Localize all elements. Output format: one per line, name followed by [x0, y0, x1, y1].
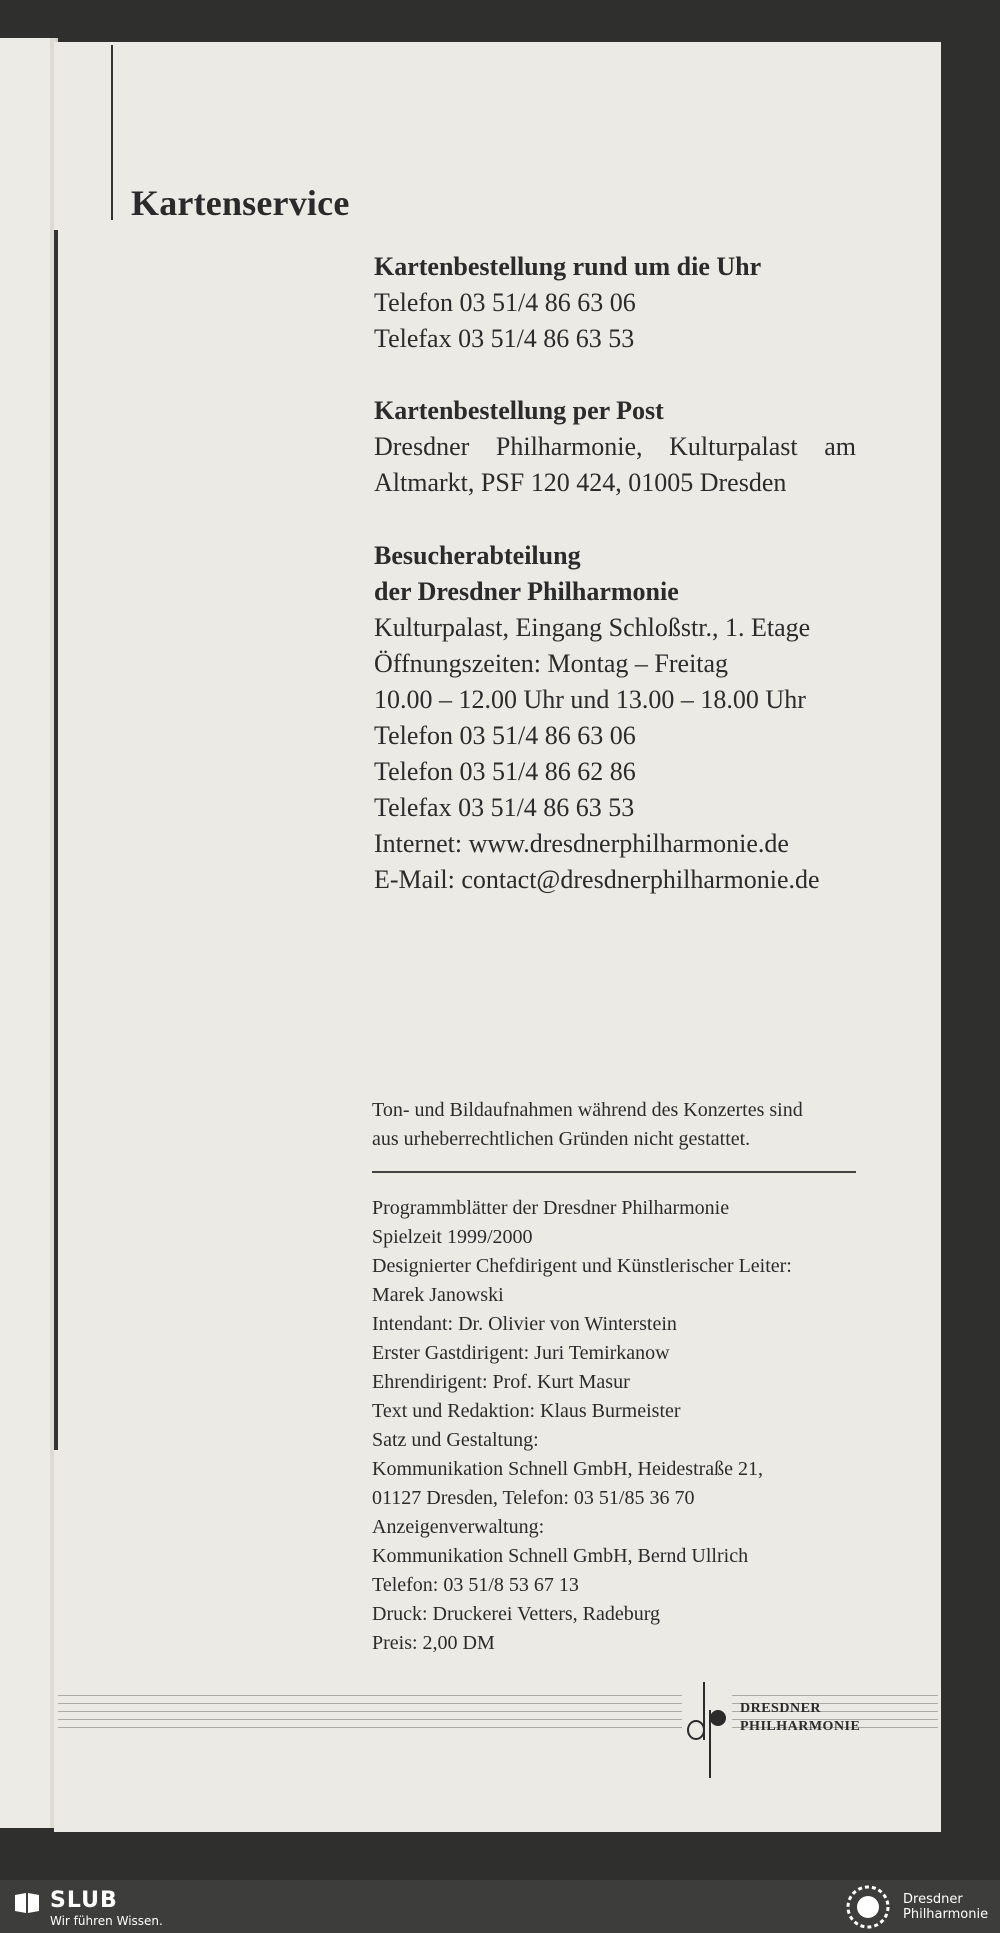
visitor-phone-1: Telefon 03 51/4 86 63 06	[374, 721, 636, 750]
notice-line: aus urheberrechtlichen Gründen nicht gestattet.	[372, 1128, 751, 1150]
binding-shadow	[54, 230, 58, 1450]
horizontal-divider	[372, 1171, 856, 1173]
page-logo-line-2: PHILHARMONIE	[740, 1719, 861, 1734]
notice-line: Ton- und Bildaufnahmen während des Konzertes sind	[372, 1099, 803, 1121]
imprint-line: Ehrendirigent: Prof. Kurt Masur	[372, 1371, 630, 1393]
imprint	[372, 1194, 872, 1658]
visitor-fax: Telefax 03 51/4 86 63 53	[374, 793, 635, 822]
visitor-email: E-Mail: contact@dresdnerphilharmonie.de	[374, 865, 820, 894]
imprint-line: 01127 Dresden, Telefon: 03 51/85 36 70	[372, 1487, 695, 1509]
imprint-line: Kommunikation Schnell GmbH, Heidestraße 21,	[372, 1458, 764, 1480]
order-post-address-line-1: Dresdner Philharmonie, Kulturpalast am	[374, 432, 856, 461]
section-title: Kartenservice	[131, 183, 350, 223]
imprint-line: Intendant: Dr. Olivier von Winterstein	[372, 1313, 677, 1335]
dp-monogram-icon	[682, 1680, 732, 1780]
visitor-heading-line-1: Besucherabteilung	[374, 541, 581, 570]
visitor-phone-2: Telefon 03 51/4 86 62 86	[374, 757, 636, 786]
visitor-location: Kulturpalast, Eingang Schloßstr., 1. Etage	[374, 613, 811, 642]
visitor-department-block	[374, 538, 820, 898]
viewer-footer	[0, 1880, 1000, 1933]
imprint-line: Preis: 2,00 DM	[372, 1632, 495, 1654]
imprint-line: Erster Gastdirigent: Juri Temirkanow	[372, 1342, 670, 1364]
partner-line-1: Dresdner	[903, 1892, 963, 1907]
partner-logo-name[interactable]	[903, 1892, 988, 1922]
sunburst-icon[interactable]	[842, 1884, 894, 1930]
order-24h-phone: Telefon 03 51/4 86 63 06	[374, 288, 636, 317]
order-24h-block	[374, 249, 761, 357]
partner-line-2: Philharmonie	[903, 1907, 989, 1922]
page-logo-text	[740, 1700, 860, 1736]
vertical-rule	[111, 45, 113, 220]
recording-notice	[372, 1096, 856, 1154]
imprint-line: Programmblätter der Dresdner Philharmonie	[372, 1197, 730, 1219]
imprint-line: Marek Janowski	[372, 1284, 504, 1306]
imprint-line: Text und Redaktion: Klaus Burmeister	[372, 1400, 681, 1422]
imprint-line: Kommunikation Schnell GmbH, Bernd Ullrich	[372, 1545, 749, 1567]
page-logo-line-1: DRESDNER	[740, 1701, 822, 1716]
imprint-line: Satz und Gestaltung:	[372, 1429, 539, 1451]
visitor-heading-line-2: der Dresdner Philharmonie	[374, 577, 679, 606]
slub-logo-name[interactable]: SLUB	[50, 1888, 118, 1913]
order-24h-heading: Kartenbestellung rund um die Uhr	[374, 252, 762, 281]
imprint-line: Spielzeit 1999/2000	[372, 1226, 533, 1248]
order-post-heading: Kartenbestellung per Post	[374, 396, 664, 425]
visitor-opening-days: Öffnungszeiten: Montag – Freitag	[374, 649, 729, 678]
order-post-address-line-2: Altmarkt, PSF 120 424, 01005 Dresden	[374, 468, 787, 497]
book-icon[interactable]	[14, 1892, 40, 1914]
left-page-edge	[0, 38, 58, 1828]
order-24h-fax: Telefax 03 51/4 86 63 53	[374, 324, 635, 353]
imprint-line: Anzeigenverwaltung:	[372, 1516, 545, 1538]
visitor-opening-hours: 10.00 – 12.00 Uhr und 13.00 – 18.00 Uhr	[374, 685, 806, 714]
imprint-line: Designierter Chefdirigent und Künstlerischer Leiter:	[372, 1255, 792, 1277]
visitor-internet: Internet: www.dresdnerphilharmonie.de	[374, 829, 789, 858]
order-post-block	[374, 393, 856, 501]
imprint-line: Druck: Druckerei Vetters, Radeburg	[372, 1603, 661, 1625]
imprint-line: Telefon: 03 51/8 53 67 13	[372, 1574, 579, 1596]
slub-tagline: Wir führen Wissen.	[50, 1914, 163, 1928]
